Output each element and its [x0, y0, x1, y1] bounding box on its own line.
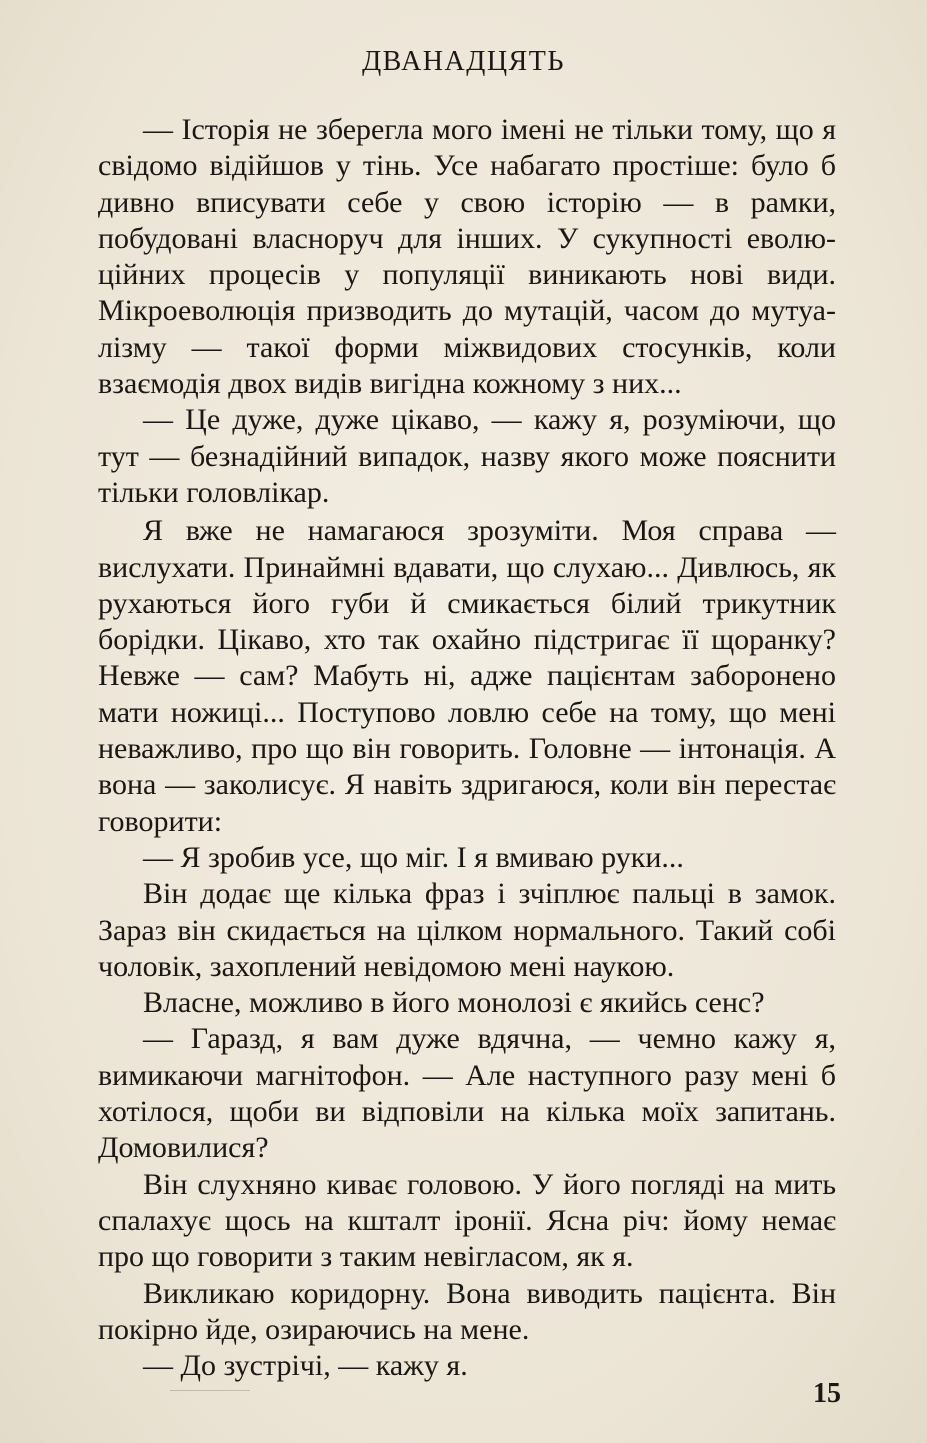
paragraph: Він слухняно киває головою. У його погляді на мить спалахує щось на кшталт іронії. Ясна річ: йому немає про що говорити з таким невігласом, як я.: [98, 1167, 836, 1274]
running-title: ДВАНАДЦЯТЬ: [362, 46, 565, 77]
paragraph: Власне, можливо в його монолозі є якийсь сенс?: [143, 986, 765, 1020]
paragraph: Я вже не намагаюся зрозуміти. Моя справа — вислухати. Принаймні вдавати, що слухаю... Дивлюсь, як рухаються його губи й смикається білий трикутник борідки. Цікаво, хто так охайно підстригає її щоранку? Невже — сам? Мабуть ні, адже пацієнтам заборонено мати ножиці... Поступово ловлю себе на тому, що мені неважливо, про що він говорить. Головне — інтонація. А вона — заколисує. Я навіть здригаюся, коли він перестає говорити:: [98, 514, 836, 838]
paragraph: — Це дуже, дуже цікаво, — кажу я, розуміючи, що тут — безнадійний випадок, назву якого може пояснити тільки головлікар.: [98, 403, 836, 509]
paragraph: Викликаю коридорну. Вона виводить пацієнта. Він покірно йде, озираючись на мене.: [98, 1276, 836, 1346]
page-number: 15: [813, 1378, 841, 1409]
paragraph: — До зустрічі, — кажу я.: [143, 1349, 468, 1383]
body-text: [98, 112, 836, 1384]
paragraph: — Я зробив усе, що міг. І я вмиваю руки...: [143, 840, 684, 874]
paragraph: Він додає ще кілька фраз і зчіплює пальці в замок. Зараз він скидається на цілком нормального. Такий собі чоловік, захоплений невідомою мені наукою.: [98, 877, 836, 983]
paragraph: — Історія не зберегла мого імені не тільки тому, що я свідомо відійшов у тінь. Усе набагато простіше: було б дивно вписувати себе у свою історію — в рамки, побудовані власноруч для інших. У сукупності еволюційних процесів у популяції виникають нові види. Мікроеволюція призводить до мутацій, часом до мутуалізму — такої форми міжвидових стосунків, коли взаємодія двох видів вигідна кожному з них...: [98, 113, 836, 401]
paper-scratch: [170, 1390, 250, 1391]
paragraph: — Гаразд, я вам дуже вдячна, — чемно кажу я, вимикаючи магнітофон. — Але наступного разу мені б хотілося, щоби ви відповіли на кілька моїх запитань. Домовилися?: [98, 1022, 836, 1165]
